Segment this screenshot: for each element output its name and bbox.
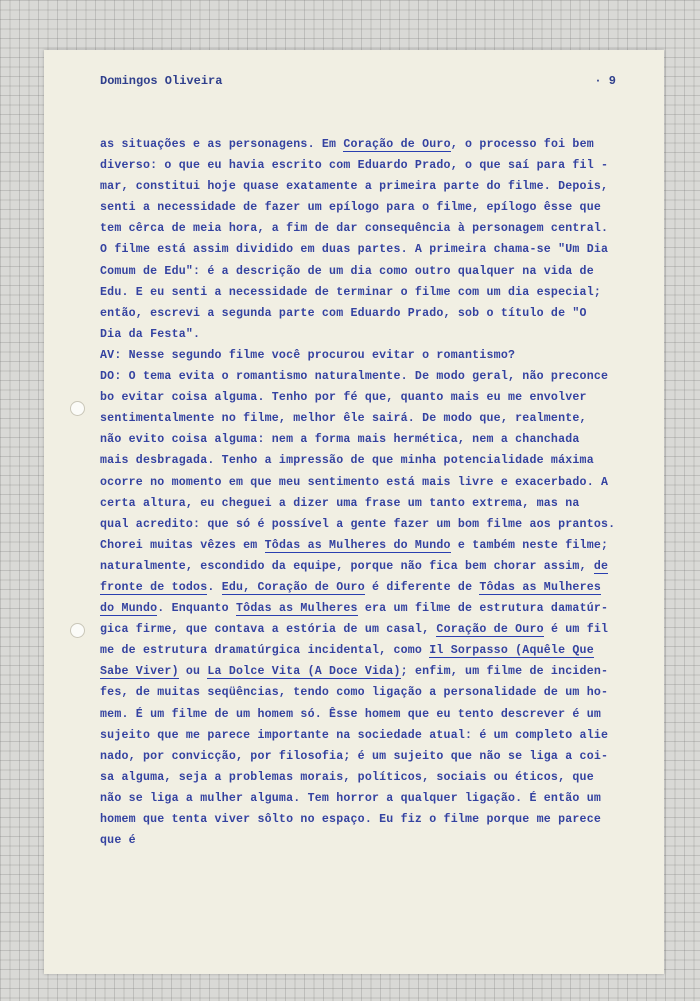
text-segment: nado, por convicção, por filosofia; é um sujeito que não se liga a coi- <box>100 749 609 763</box>
underlined-title: Il Sorpasso (Aquêle Que <box>429 644 594 658</box>
text-segment: Dia da Festa". <box>100 327 201 341</box>
text-segment: tem cêrca de meia hora, a fim de dar consequência à personagem central. <box>100 222 609 236</box>
text-segment: qual acredito: que só é possível a gente fazer um bom filme aos prantos. <box>100 517 616 531</box>
text-segment: sujeito que me parece importante na sociedade atual: é um completo alie <box>100 728 609 742</box>
text-segment: me de estrutura dramatúrgica incidental, como <box>100 644 430 658</box>
text-segment: DO: O tema evita o romantismo naturalmente. De modo geral, não preconce <box>100 370 609 384</box>
text-line <box>100 577 628 598</box>
page-header <box>100 74 616 88</box>
text-segment: Edu. E eu senti a necessidade de terminar o filme com um dia especial; <box>100 285 602 299</box>
text-line <box>100 324 628 345</box>
text-line <box>100 556 628 577</box>
text-line <box>100 535 628 556</box>
text-line <box>100 282 628 303</box>
text-line <box>100 640 628 661</box>
text-line <box>100 493 628 514</box>
text-segment: então, escrevi a segunda parte com Eduardo Prado, sob o título de "O <box>100 306 587 320</box>
text-segment: . Enquanto <box>157 602 236 616</box>
text-line <box>100 661 628 682</box>
text-line <box>100 303 628 324</box>
text-segment: não se liga a mulher alguma. Tem horror a qualquer ligação. É então um <box>100 791 602 805</box>
text-segment: bo evitar coisa alguma. Tenho por fé que, quanto mais eu me envolver <box>100 391 587 405</box>
text-line <box>100 767 628 788</box>
text-line <box>100 725 628 746</box>
text-segment: diverso: o que eu havia escrito com Eduardo Prado, o que saí para fil - <box>100 159 609 173</box>
text-segment: , o processo foi bem <box>450 138 594 151</box>
text-segment: fes, de muitas seqüências, tendo como ligação a personalidade de um ho- <box>100 686 609 700</box>
text-segment: Comum de Edu": é a descrição de um dia como outro qualquer na vida de <box>100 264 594 278</box>
underlined-title: Coração de Ouro <box>343 138 451 151</box>
text-line <box>100 261 628 282</box>
text-line <box>100 134 628 155</box>
text-segment: gica firme, que contava a estória de um casal, <box>100 623 437 637</box>
text-segment: é um fil <box>543 623 609 637</box>
underlined-title: Edu, Coração de Ouro <box>221 580 365 594</box>
text-line <box>100 429 628 450</box>
text-line <box>100 197 628 218</box>
underlined-title: Tôdas as Mulheres <box>236 602 358 616</box>
text-line <box>100 345 628 366</box>
underlined-title: fronte de todos <box>100 580 208 594</box>
underlined-title: Tôdas as Mulheres do Mundo <box>264 538 451 552</box>
text-line <box>100 239 628 260</box>
text-segment: mar, constitui hoje quase exatamente a primeira parte do filme. Depois, <box>100 180 609 194</box>
text-line <box>100 619 628 640</box>
text-line <box>100 450 628 471</box>
text-line <box>100 218 628 239</box>
text-segment: naturalmente, escondido da equipe, porque não fica bem chorar assim, <box>100 559 594 573</box>
text-line <box>100 830 628 851</box>
text-line <box>100 176 628 197</box>
text-segment: certa altura, eu cheguei a dizer uma frase um tanto extrema, mas na <box>100 496 580 510</box>
text-segment: as situações e as personagens. Em <box>100 138 344 151</box>
text-line <box>100 387 628 408</box>
underlined-title: Coração de Ouro <box>436 623 544 637</box>
text-line <box>100 598 628 619</box>
text-line <box>100 366 628 387</box>
underlined-title: de <box>593 559 609 573</box>
text-segment: senti a necessidade de fazer um epílogo para o filme, epílogo êsse que <box>100 201 602 215</box>
text-segment: mem. É um filme de um homem só. Êsse homem que eu tento descrever é um <box>100 707 602 721</box>
text-segment: Chorei muitas vêzes em <box>100 538 265 552</box>
text-line <box>100 682 628 703</box>
text-segment: mais desbragada. Tenho a impressão de que minha potencialidade máxima <box>100 454 594 468</box>
text-segment: homem que tenta viver sôlto no espaço. Eu fiz o filme porque me parece <box>100 813 602 826</box>
text-segment: ocorre no momento em que meu sentimento está mais livre e exacerbado. A <box>100 475 609 489</box>
text-line <box>100 472 628 493</box>
page-number: · 9 <box>594 74 616 88</box>
text-segment: era um filme de estrutura damatúr- <box>357 602 609 616</box>
text-segment: e também neste filme; <box>450 538 609 552</box>
author-name: Domingos Oliveira <box>100 74 223 88</box>
punch-hole <box>70 623 85 638</box>
text-segment: sentimentalmente no filme, melhor êle sairá. De modo que, realmente, <box>100 412 587 426</box>
typewritten-page <box>44 50 664 974</box>
text-segment: ; enfim, um filme de inciden- <box>400 665 609 679</box>
text-segment: . <box>207 580 222 594</box>
body-text <box>100 134 628 851</box>
text-line <box>100 408 628 429</box>
text-segment: AV: Nesse segundo filme você procurou evitar o romantismo? <box>100 348 516 362</box>
text-line <box>100 514 628 535</box>
underlined-title: La Dolce Vita (A Doce Vida) <box>207 665 401 679</box>
text-segment: é diferente de <box>364 580 480 594</box>
text-line <box>100 809 628 830</box>
text-segment: O filme está assim dividido em duas partes. A primeira chama-se "Um Dia <box>100 243 609 257</box>
text-line <box>100 746 628 767</box>
text-line <box>100 788 628 809</box>
text-segment: ou <box>178 665 208 679</box>
text-segment: que é <box>100 834 136 848</box>
punch-hole <box>70 401 85 416</box>
text-segment: não evito coisa alguma: nem a forma mais hermética, nem a chanchada <box>100 433 580 447</box>
text-segment: sa alguma, seja a problemas morais, políticos, sociais ou éticos, que <box>100 770 594 784</box>
text-line <box>100 704 628 725</box>
underlined-title: Sabe Viver) <box>100 665 179 679</box>
underlined-title: do Mundo <box>100 602 158 616</box>
underlined-title: Tôdas as Mulheres <box>479 580 602 594</box>
text-line <box>100 155 628 176</box>
